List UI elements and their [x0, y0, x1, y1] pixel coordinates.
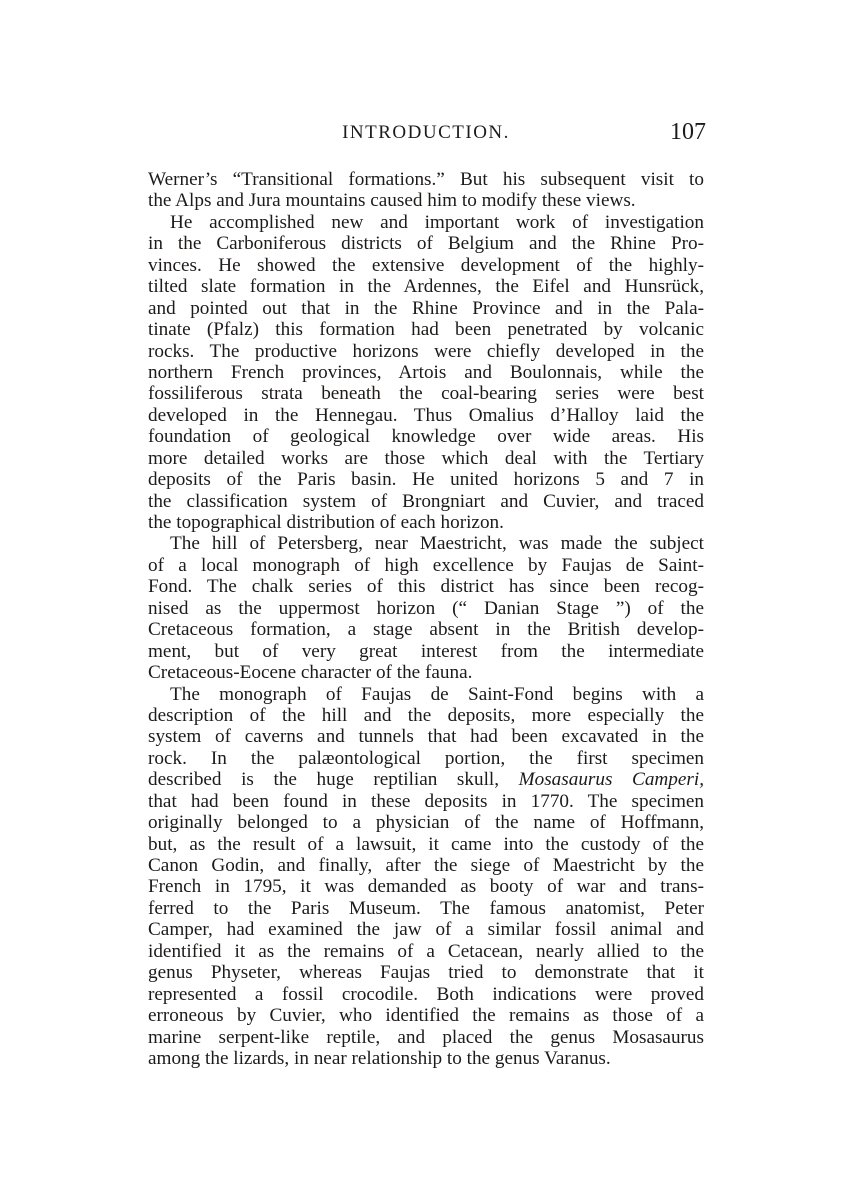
- italic-species-name: Mosasaurus Camperi,: [518, 769, 704, 791]
- text-line: description of the hill and the deposits, more especially the: [148, 704, 704, 726]
- text-line: more detailed works are those which deal with the Tertiary: [148, 447, 704, 469]
- text-line: He accomplished new and important work of investigation: [170, 211, 704, 233]
- text-line: Cretaceous formation, a stage absent in the British develop-: [148, 619, 704, 641]
- text-line: of a local monograph of high excellence by Faujas de Saint-: [148, 554, 704, 576]
- text-line: The monograph of Faujas de Saint-Fond begins with a: [170, 683, 704, 705]
- text-line: tinate (Pfalz) this formation had been penetrated by volcanic: [148, 319, 704, 341]
- text-line: tilted slate formation in the Ardennes, the Eifel and Hunsrück,: [148, 276, 704, 298]
- running-head-title: INTRODUCTION.: [342, 122, 510, 143]
- text-line: the classification system of Brongniart and Cuvier, and traced: [148, 490, 704, 512]
- text-line: represented a fossil crocodile. Both indications were proved: [148, 983, 704, 1005]
- text-line: deposits of the Paris basin. He united horizons 5 and 7 in: [148, 469, 704, 491]
- text-line: the topographical distribution of each horizon.: [148, 512, 504, 533]
- text-line: in the Carboniferous districts of Belgium and the Rhine Pro-: [148, 233, 704, 255]
- text-line: identified it as the remains of a Cetacean, nearly allied to the: [148, 940, 704, 962]
- text-line: Fond. The chalk series of this district has since been recog-: [148, 576, 704, 598]
- text-line: vinces. He showed the extensive development of the highly-: [148, 254, 704, 276]
- text-line: system of caverns and tunnels that had been excavated in the: [148, 726, 704, 748]
- text-line: ment, but of very great interest from the intermediate: [148, 640, 704, 662]
- text-line: Cretaceous-Eocene character of the fauna.: [148, 662, 473, 684]
- text-fragment: described is the huge reptilian skull,: [148, 769, 519, 791]
- text-line: nised as the uppermost horizon (“ Danian Stage ”) of the: [148, 597, 704, 619]
- text-line: Camper, had examined the jaw of a similar fossil animal and: [148, 919, 704, 941]
- text-line: developed in the Hennegau. Thus Omalius d’Halloy laid the: [148, 404, 704, 426]
- text-line: Canon Godin, and finally, after the siege of Maestricht by the: [148, 855, 704, 876]
- text-line: and pointed out that in the Rhine Province and in the Pala-: [148, 297, 704, 319]
- text-line: French in 1795, it was demanded as booty of war and trans-: [148, 876, 704, 898]
- text-line: fossiliferous strata beneath the coal-bearing series were best: [148, 383, 704, 405]
- text-line-with-italic: [148, 769, 704, 790]
- text-line: Werner’s “Transitional formations.” But his subsequent visit to: [148, 169, 704, 190]
- text-line: genus Physeter, whereas Faujas tried to demonstrate that it: [148, 962, 704, 984]
- text-line: northern French provinces, Artois and Boulonnais, while the: [148, 361, 704, 383]
- page-number: 107: [670, 119, 706, 145]
- text-line: among the lizards, in near relationship to the genus Varanus.: [148, 1047, 611, 1069]
- text-line: that had been found in these deposits in 1770. The specimen: [148, 790, 704, 812]
- running-head: [148, 119, 706, 152]
- body-text: [148, 169, 704, 1069]
- text-line: originally belonged to a physician of the name of Hoffmann,: [148, 812, 704, 834]
- text-line: rock. In the palæontological portion, the first specimen: [148, 747, 704, 769]
- text-line: but, as the result of a lawsuit, it came into the custody of the: [148, 833, 704, 855]
- text-line: marine serpent-like reptile, and placed the genus Mosasaurus: [148, 1026, 704, 1048]
- text-line: ferred to the Paris Museum. The famous anatomist, Peter: [148, 897, 704, 919]
- text-line: erroneous by Cuvier, who identified the remains as those of a: [148, 1005, 704, 1027]
- text-line: the Alps and Jura mountains caused him to modify these views.: [148, 190, 636, 212]
- text-line: rocks. The productive horizons were chiefly developed in the: [148, 340, 704, 362]
- text-line: foundation of geological knowledge over wide areas. His: [148, 426, 704, 448]
- text-line: The hill of Petersberg, near Maestricht, was made the subject: [170, 533, 704, 555]
